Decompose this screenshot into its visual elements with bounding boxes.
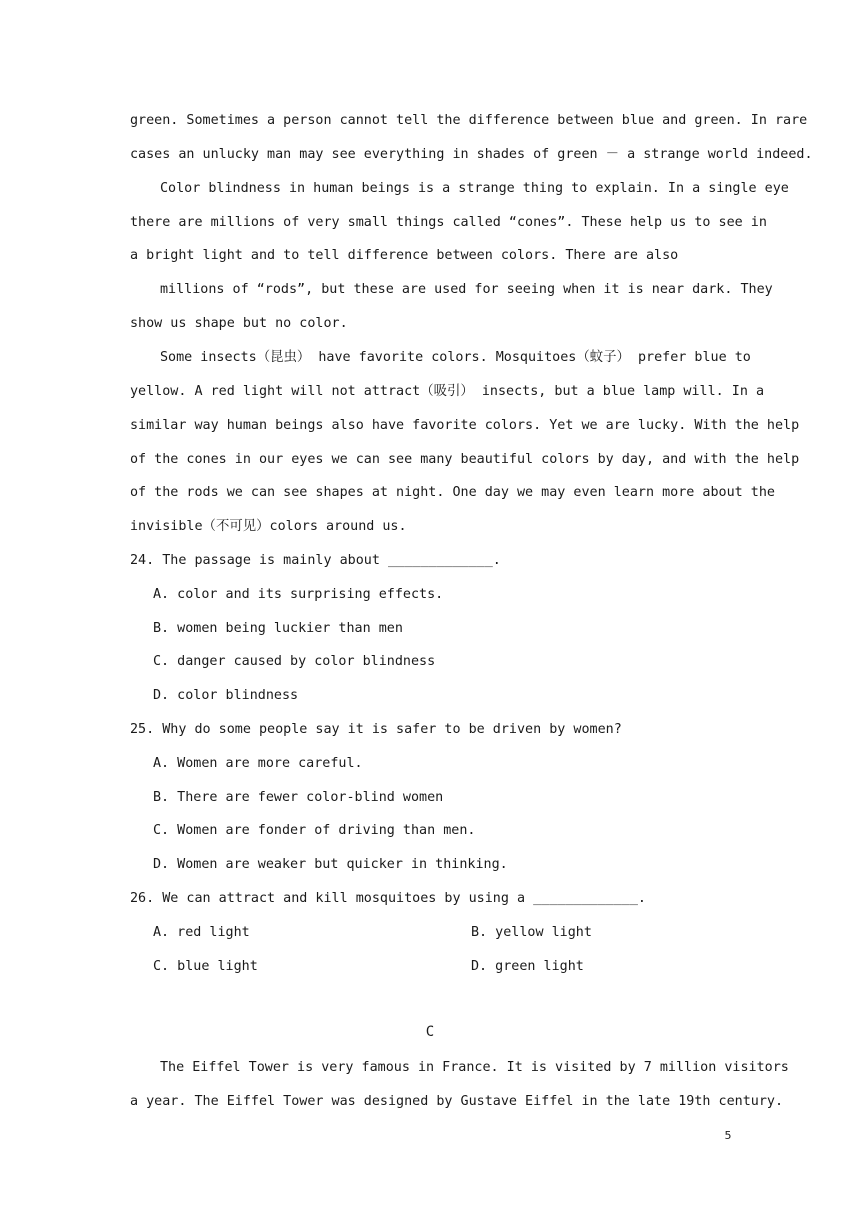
passage-line: Color blindness in human beings is a strange thing to explain. In a single eye <box>160 181 789 196</box>
passage-line: of the rods we can see shapes at night. One day we may even learn more about the <box>130 485 775 500</box>
answer-option: D. color blindness <box>153 688 299 703</box>
answer-option: B. There are fewer color-blind women <box>153 790 444 805</box>
passage-line: cases an unlucky man may see everything in shades of green － a strange world indeed. <box>130 147 813 162</box>
answer-option: C. danger caused by color blindness <box>153 654 436 669</box>
answer-option: B. women being luckier than men <box>153 621 403 636</box>
passage-line: there are millions of very small things called “cones”. These help us to see in <box>130 215 767 230</box>
answer-option: C. Women are fonder of driving than men. <box>153 823 476 838</box>
answer-option: A. red light <box>153 925 250 940</box>
answer-option: A. Women are more careful. <box>153 756 363 771</box>
passage-line: millions of “rods”, but these are used for seeing when it is near dark. They <box>160 282 773 297</box>
passage-line: a year. The Eiffel Tower was designed by Gustave Eiffel in the late 19th century. <box>130 1094 784 1109</box>
answer-option: C. blue light <box>153 959 258 974</box>
passage-line: a bright light and to tell difference between colors. There are also <box>130 248 679 263</box>
answer-option: D. green light <box>471 959 584 974</box>
passage-line: The Eiffel Tower is very famous in France. It is visited by 7 million visitors <box>160 1060 789 1075</box>
passage-line: show us shape but no color. <box>130 316 348 331</box>
passage-line: green. Sometimes a person cannot tell the difference between blue and green. In rare <box>130 113 808 128</box>
passage-line: similar way human beings also have favorite colors. Yet we are lucky. With the help <box>130 418 800 433</box>
answer-option: A. color and its surprising effects. <box>153 587 444 602</box>
section-heading: C <box>425 1024 435 1040</box>
passage-line: yellow. A red light will not attract（吸引） insects, but a blue lamp will. In a <box>130 384 765 399</box>
question-stem: 26. We can attract and kill mosquitoes by using a _____________. <box>130 891 646 906</box>
passage-line: of the cones in our eyes we can see many beautiful colors by day, and with the help <box>130 452 800 467</box>
question-stem: 25. Why do some people say it is safer to be driven by women? <box>130 722 622 737</box>
passage-line: invisible（不可见）colors around us. <box>130 519 407 534</box>
page-number: 5 <box>724 1129 732 1142</box>
passage-line: Some insects（昆虫） have favorite colors. Mosquitoes（蚊子） prefer blue to <box>160 350 751 365</box>
answer-option: D. Women are weaker but quicker in thinking. <box>153 857 508 872</box>
question-stem: 24. The passage is mainly about _____________. <box>130 553 501 568</box>
answer-option: B. yellow light <box>471 925 592 940</box>
